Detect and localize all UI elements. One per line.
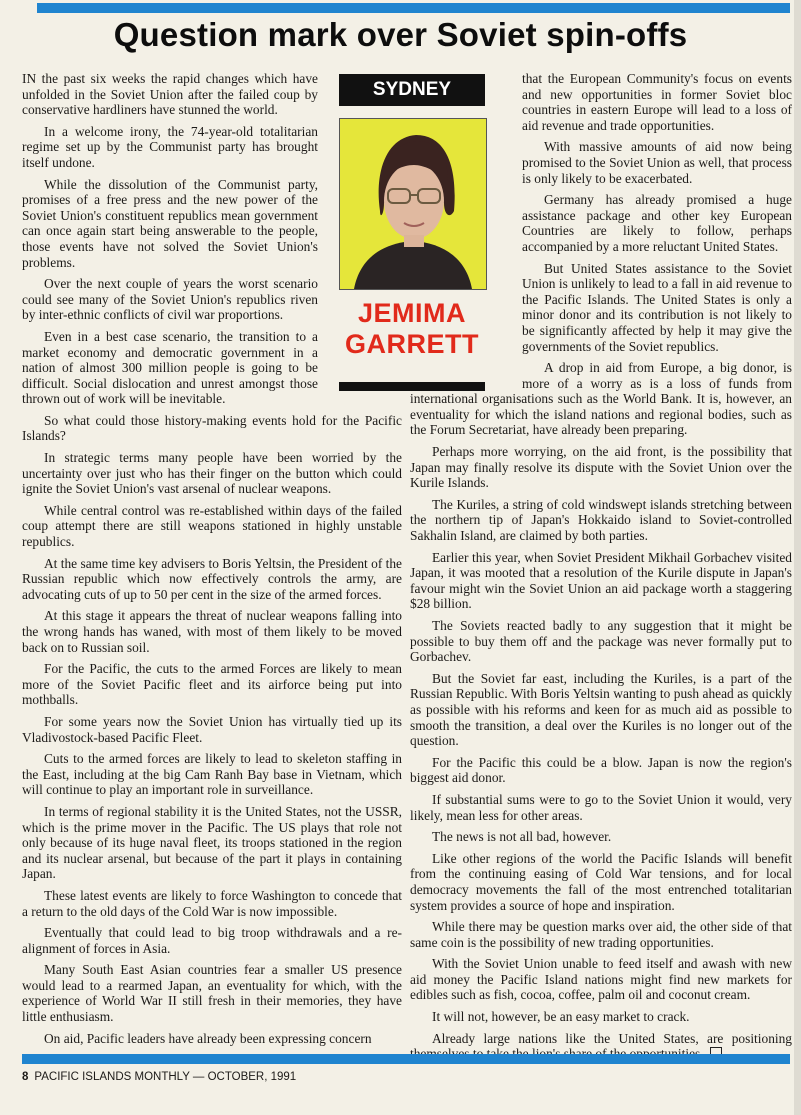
page-footer bbox=[22, 1071, 296, 1083]
paragraph: If substantial sums were to go to the Soviet Union it would, very likely, mean less for other areas. bbox=[410, 791, 792, 823]
paragraph: Eventually that could lead to big troop withdrawals and a re-alignment of forces in Asia. bbox=[22, 925, 402, 956]
paragraph: While central control was re-established within days of the failed coup attempt there are still weapons stationed in highly unstable republics. bbox=[22, 502, 402, 550]
paragraph: On aid, Pacific leaders have already been expressing concern bbox=[44, 1030, 372, 1046]
paragraph: The Soviets reacted badly to any suggestion that it might be possible to buy them off and the package was never formally put to Gorbachev. bbox=[410, 618, 792, 665]
paragraph: Earlier this year, when Soviet President Mikhail Gorbachev visited Japan, it was mooted that a resolution of the Kurile dispute in Japan's favour might win the Soviet Union an aid package worth a staggering $28 billion. bbox=[410, 549, 792, 612]
paragraph: Even in a best case scenario, the transition to a market economy and democratic government in a nation of almost 300 million people is going to be difficult. Social dislocation and unrest amongst those thrown out of work will be inevitable. bbox=[22, 328, 318, 407]
paragraph: But the Soviet far east, including the Kuriles, is a part of the Russian Republic. With Boris Yeltsin wanting to push ahead as quickly as possible with his reforms and keen for as much aid as possible to smooth the transition, a deal over the Kuriles is no longer out of the question. bbox=[410, 670, 792, 749]
publication-line: PACIFIC ISLANDS MONTHLY — OCTOBER, 1991 bbox=[34, 1071, 297, 1083]
page-number: 8 bbox=[22, 1071, 29, 1083]
paragraph: At this stage it appears the threat of nuclear weapons falling into the wrong hands has waned, with most of them likely to be moved back on to Russian soil. bbox=[22, 608, 402, 655]
paragraph: Over the next couple of years the worst scenario could see many of the Soviet Union's republics riven by inter-ethnic conflicts of civil war proportions. bbox=[22, 276, 318, 323]
location-badge: SYDNEY bbox=[339, 74, 485, 106]
paragraph: For some years now the Soviet Union has virtually tied up its Vladivostock-based Pacific Fleet. bbox=[22, 713, 402, 745]
paragraph: With the Soviet Union unable to feed itself and awash with new aid money the Pacific Island nations might find new markets for edibles such as fish, cocoa, coffee, palm oil and coconut cream. bbox=[410, 956, 792, 1003]
top-color-bar bbox=[37, 3, 790, 13]
paragraph: In a welcome irony, the 74-year-old totalitarian regime set up by the Communist party has brought itself undone. bbox=[22, 123, 318, 170]
paragraph: These latest events are likely to force Washington to concede that a return to the old days of the Cold War is now impossible. bbox=[22, 887, 402, 919]
sidebar-spacer-right bbox=[410, 71, 522, 377]
paragraph: Many South East Asian countries fear a smaller US presence would lead to a rearmed Japan, an eventuality for which, with the experience of World War II still fresh in their memories, they have little enthusiasm. bbox=[22, 962, 402, 1025]
paragraph: The Kuriles, a string of cold windswept islands stretching between the northern tip of Japan's Hokkaido island to Soviet-controlled Sakhalin Island, are claimed by both parties. bbox=[410, 496, 792, 544]
paragraph: that the European Community's focus on events and new opportunities in former Soviet bloc countries in eastern Europe will lead to a loss of aid revenue and trade opportunities. bbox=[522, 71, 792, 133]
paragraph: For the Pacific, the cuts to the armed Forces are likely to mean more of the Soviet Pacific fleet and its airforce being put into mothballs. bbox=[22, 661, 402, 708]
bottom-color-bar bbox=[22, 1054, 790, 1064]
paragraph: Cuts to the armed forces are likely to lead to skeleton staffing in the East, including at the big Cam Ranh Bay base in Vietnam, which will continue to play an important role in surveillance. bbox=[22, 751, 402, 798]
paragraph: While the dissolution of the Communist party, promises of a free press and the new power of the Soviet Union's constituent republics mean government can once again start being answerable to the people, those events have not solved the Soviet Union's problems. bbox=[22, 176, 318, 270]
paragraph: So what could those history-making events hold for the Pacific Islands? bbox=[22, 412, 402, 444]
paragraph: At the same time key advisers to Boris Yeltsin, the President of the Russian republic which now effectively controls the army, are advocating cuts of up to 50 per cent in the size of the armed forces. bbox=[22, 555, 402, 602]
paragraph: IN the past six weeks the rapid changes which have unfolded in the Soviet Union after the failed coup by conservative hardliners have stunned the world. bbox=[22, 71, 318, 118]
paragraph: Germany has already promised a huge assistance package and other key European Countries are likely to follow, perhaps accompanied by a more reluctant United States. bbox=[522, 192, 792, 254]
paragraph: For the Pacific this could be a blow. Japan is now the region's biggest aid donor. bbox=[410, 754, 792, 786]
article-headline: Question mark over Soviet spin-offs bbox=[113, 16, 688, 53]
paragraph: In terms of regional stability it is the United States, not the USSR, which is the prime mover in the Pacific. The US plays that role not only because of its huge naval fleet, its troops stationed in the region and its nuclear arsenal, but because of the part it plays in containing Japan. bbox=[22, 803, 402, 882]
paragraph: In strategic terms many people have been worried by the uncertainty over just who has their finger on the button which could ignite the Soviet Union's vast arsenal of nuclear weapons. bbox=[22, 450, 402, 497]
author-first-name: JEMIMA bbox=[357, 298, 466, 328]
page-edge-strip bbox=[794, 0, 801, 1115]
paragraph: While there may be question marks over aid, the other side of that same coin is the possibility of new trading opportunities. bbox=[410, 919, 792, 950]
paragraph: The news is not all bad, however. bbox=[432, 829, 612, 845]
paragraph: With massive amounts of aid now being promised to the Soviet Union as well, that process is only likely to be exacerbated. bbox=[522, 139, 792, 186]
paragraph: A drop in aid from Europe, a big donor, is more of a worry as is a loss of funds from international organisations such as the World Bank. It is, however, an eventuality for which the island nations and regional bodies, such as the Forum Secretariat, have already been preparing. bbox=[410, 360, 792, 438]
paragraph: It will not, however, be an easy market to crack. bbox=[432, 1009, 690, 1025]
right-column bbox=[410, 71, 792, 1068]
author-last-name: GARRETT bbox=[345, 329, 479, 359]
paragraph: Already large nations like the United States, are positioning bbox=[410, 1031, 792, 1062]
paragraph: Like other regions of the world the Pacific Islands will benefit from the continuing easing of Cold War tensions, and for local democracy movements the fall of the most entrenched totalitarian system provides a source of hope and inspiration. bbox=[410, 850, 792, 913]
paragraph: Perhaps more worrying, on the aid front, is the possibility that Japan may finally resolve its dispute with the Soviet Union over the Kurile Islands. bbox=[410, 444, 792, 491]
paragraph: But United States assistance to the Soviet Union is unlikely to lead to a fall in aid revenue to the Pacific Islands. The United States is only a minor donor and its contribution is not likely to be significantly affected by help it may give the governments of the Soviet republics. bbox=[522, 260, 792, 354]
